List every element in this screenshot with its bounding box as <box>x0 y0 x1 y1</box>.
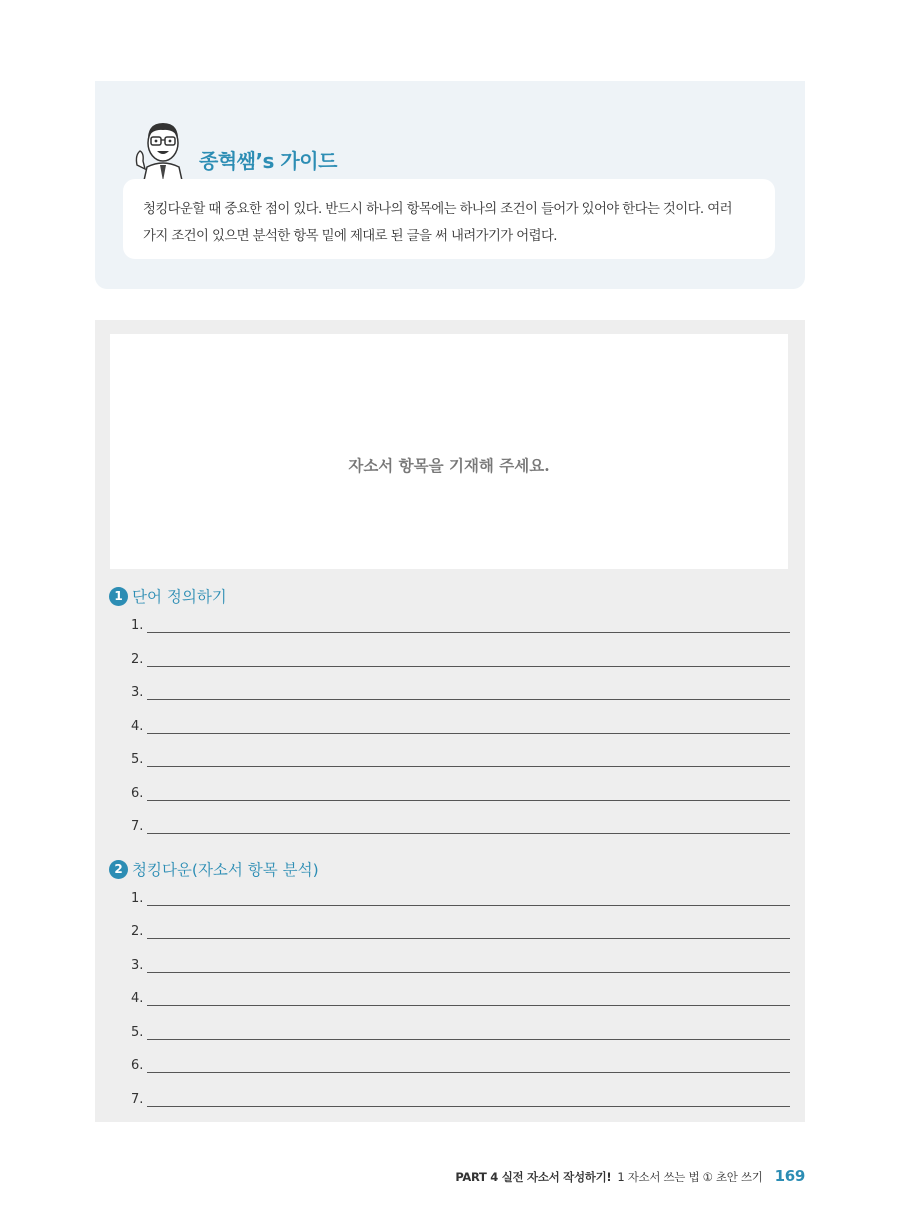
write-line[interactable] <box>131 645 790 667</box>
line-number: 4. <box>131 991 144 1006</box>
section-title: 단어 정의하기 <box>132 588 227 606</box>
write-line[interactable] <box>131 984 790 1006</box>
footer-chapter: 1 자소서 쓰는 법 ① 초안 쓰기 <box>617 1170 763 1184</box>
line-number: 3. <box>131 685 144 700</box>
line-rule <box>147 632 790 633</box>
line-number: 2. <box>131 924 144 939</box>
section-title: 청킹다운(자소서 항목 분석) <box>132 861 319 879</box>
line-number: 5. <box>131 1025 144 1040</box>
page-number: 169 <box>774 1167 805 1185</box>
line-rule <box>147 1072 790 1073</box>
section-2-header <box>109 858 319 880</box>
line-number: 1. <box>131 618 144 633</box>
write-line[interactable] <box>131 745 790 767</box>
line-rule <box>147 733 790 734</box>
write-line[interactable] <box>131 951 790 973</box>
guide-text-card <box>123 179 775 259</box>
line-rule <box>147 1005 790 1006</box>
write-line[interactable] <box>131 779 790 801</box>
section-1-header <box>109 585 227 607</box>
line-number: 6. <box>131 1058 144 1073</box>
write-line[interactable] <box>131 1051 790 1073</box>
write-line[interactable] <box>131 611 790 633</box>
entry-prompt: 자소서 항목을 기재해 주세요. <box>348 456 550 475</box>
section-number-badge: 1 <box>109 587 128 606</box>
question-entry-box[interactable] <box>110 334 788 569</box>
line-number: 1. <box>131 891 144 906</box>
line-number: 7. <box>131 1092 144 1107</box>
write-line[interactable] <box>131 1085 790 1107</box>
guide-title: 종혁쌤’s 가이드 <box>199 149 337 173</box>
line-number: 7. <box>131 819 144 834</box>
guide-text-line: 가지 조건이 있으면 분석한 항목 밑에 제대로 된 글을 써 내려가기가 어렵다. <box>143 229 557 244</box>
write-line[interactable] <box>131 812 790 834</box>
write-line[interactable] <box>131 712 790 734</box>
line-number: 3. <box>131 958 144 973</box>
line-rule <box>147 972 790 973</box>
line-rule <box>147 766 790 767</box>
write-line[interactable] <box>131 1018 790 1040</box>
page-footer <box>455 1167 805 1185</box>
teacher-avatar-icon <box>133 115 193 185</box>
write-line[interactable] <box>131 917 790 939</box>
write-line[interactable] <box>131 678 790 700</box>
line-number: 2. <box>131 652 144 667</box>
line-rule <box>147 1106 790 1107</box>
line-rule <box>147 905 790 906</box>
line-number: 4. <box>131 719 144 734</box>
line-number: 5. <box>131 752 144 767</box>
section-number-badge: 2 <box>109 860 128 879</box>
guide-text-line: 청킹다운할 때 중요한 점이 있다. 반드시 하나의 항목에는 하나의 조건이 들어가 있어야 한다는 것이다. 여러 <box>143 202 732 217</box>
line-rule <box>147 833 790 834</box>
guide-box <box>95 81 805 289</box>
line-rule <box>147 666 790 667</box>
line-number: 6. <box>131 786 144 801</box>
write-line[interactable] <box>131 884 790 906</box>
line-rule <box>147 800 790 801</box>
line-rule <box>147 938 790 939</box>
footer-part: PART 4 실전 자소서 작성하기! <box>455 1170 612 1184</box>
worksheet <box>95 320 805 1122</box>
line-rule <box>147 1039 790 1040</box>
line-rule <box>147 699 790 700</box>
